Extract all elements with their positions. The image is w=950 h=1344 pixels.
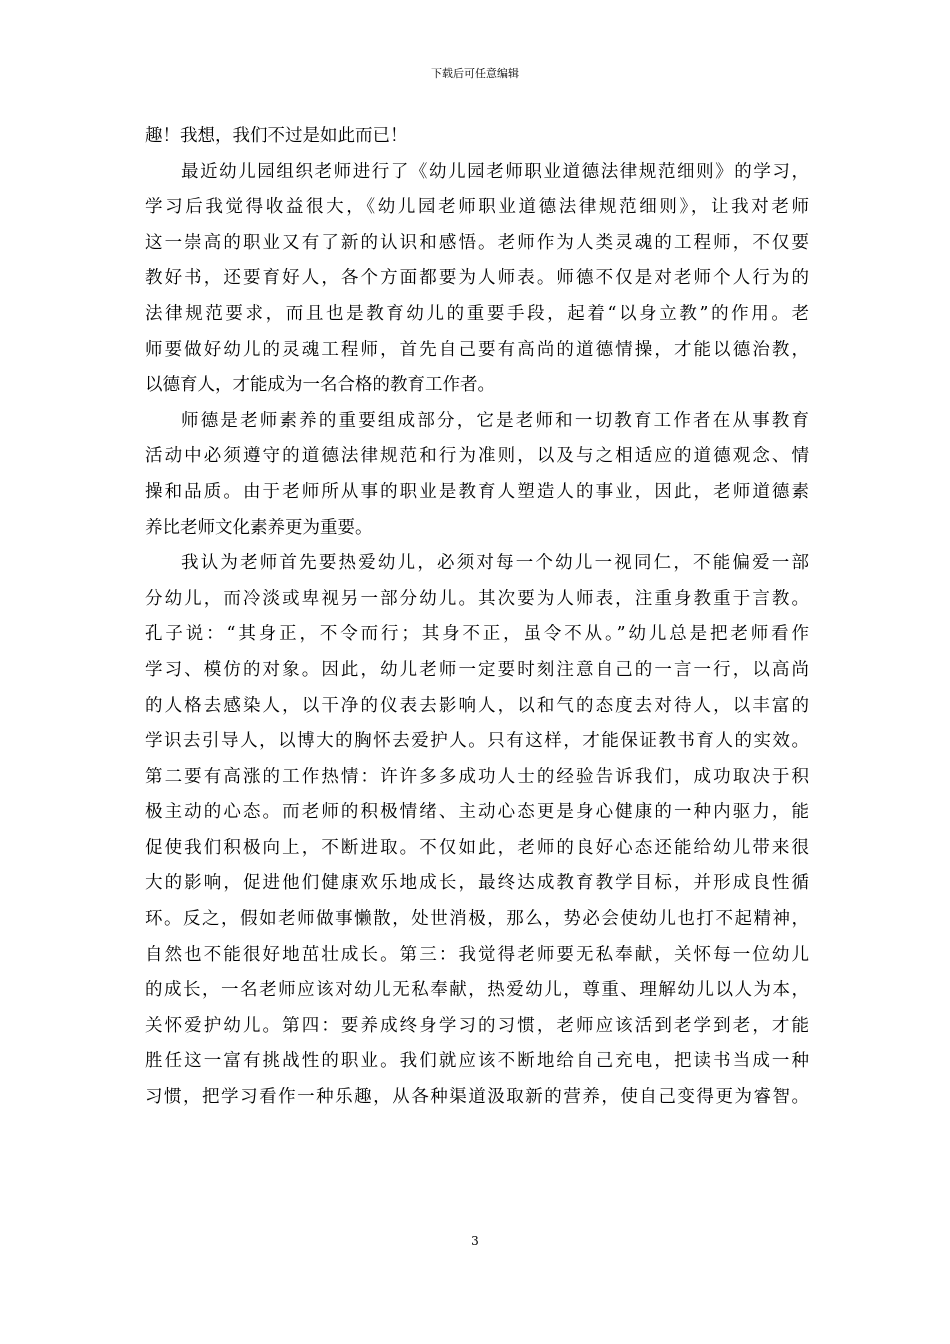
text-line: 极主动的心态。而老师的积极情绪、主动心态更是身心健康的一种内驱力，能 [145,802,809,823]
text-line: 学习后我觉得收益很大，《幼儿园老师职业道德法律规范细则》，让我对老师 [145,197,809,218]
text-line: 这一崇高的职业又有了新的认识和感悟。老师作为人类灵魂的工程师，不仅要 [145,232,809,253]
text-line: 的成长，一名老师应该对幼儿无私奉献，热爱幼儿，尊重、理解幼儿以人为本， [145,980,809,1001]
text-line: 活动中必须遵守的道德法律规范和行为准则，以及与之相适应的道德观念、情 [145,446,809,467]
text-line: 的人格去感染人，以干净的仪表去影响人，以和气的态度去对待人，以丰富的 [145,695,809,716]
text-line: 养比老师文化素养更为重要。 [145,517,373,538]
text-line: 关怀爱护幼儿。第四：要养成终身学习的习惯，老师应该活到老学到老，才能 [145,1015,809,1036]
text-line: 第二要有高涨的工作热情：许许多多成功人士的经验告诉我们，成功取决于积 [145,766,809,787]
header-text: 下载后可任意编辑 [431,67,519,80]
text-line: 促使我们积极向上，不断进取。不仅如此，老师的良好心态还能给幼儿带来很 [145,837,809,858]
page-footer [0,1233,950,1249]
text-line: 环。反之，假如老师做事懒散，处世消极，那么，势必会使幼儿也打不起精神， [145,909,809,930]
text-line: 以德育人，才能成为一名合格的教育工作者。 [145,375,495,396]
text-line: 教好书，还要育好人，各个方面都要为人师表。师德不仅是对老师个人行为的 [145,268,809,289]
text-line: 胜任这一富有挑战性的职业。我们就应该不断地给自己充电，把读书当成一种 [145,1051,809,1072]
page-header [0,66,950,82]
page-number: 3 [471,1234,479,1248]
text-line: 自然也不能很好地茁壮成长。第三：我觉得老师要无私奉献，关怀每一位幼儿 [145,944,809,965]
text-line: 我认为老师首先要热爱幼儿，必须对每一个幼儿一视同仁，不能偏爱一部 [181,553,809,574]
text-line: 分幼儿，而冷淡或卑视另一部分幼儿。其次要为人师表，注重身教重于言教。 [145,588,809,609]
text-line: 孔子说：“其身正，不令而行；其身不正，虽令不从。”幼儿总是把老师看作 [145,624,809,645]
text-line: 学识去引导人，以博大的胸怀去爱护人。只有这样，才能保证教书育人的实效。 [145,731,809,752]
text-line: 学习、模仿的对象。因此，幼儿老师一定要时刻注意自己的一言一行，以高尚 [145,659,809,680]
document-body [145,126,809,1123]
text-line: 师德是老师素养的重要组成部分，它是老师和一切教育工作者在从事教育 [181,410,809,431]
text-line: 大的影响，促进他们健康欢乐地成长，最终达成教育教学目标，并形成良性循 [145,873,809,894]
text-line: 法律规范要求，而且也是教育幼儿的重要手段，起着“以身立教”的作用。老 [145,303,809,324]
text-line: 师要做好幼儿的灵魂工程师，首先自己要有高尚的道德情操，才能以德治教， [145,339,809,360]
text-line: 最近幼儿园组织老师进行了《幼儿园老师职业道德法律规范细则》的学习， [181,161,809,182]
text-line: 趣！我想，我们不过是如此而已！ [145,126,408,146]
text-line: 操和品质。由于老师所从事的职业是教育人塑造人的事业，因此，老师道德素 [145,481,809,502]
text-line: 习惯，把学习看作一种乐趣，从各种渠道汲取新的营养，使自己变得更为睿智。 [145,1087,809,1108]
